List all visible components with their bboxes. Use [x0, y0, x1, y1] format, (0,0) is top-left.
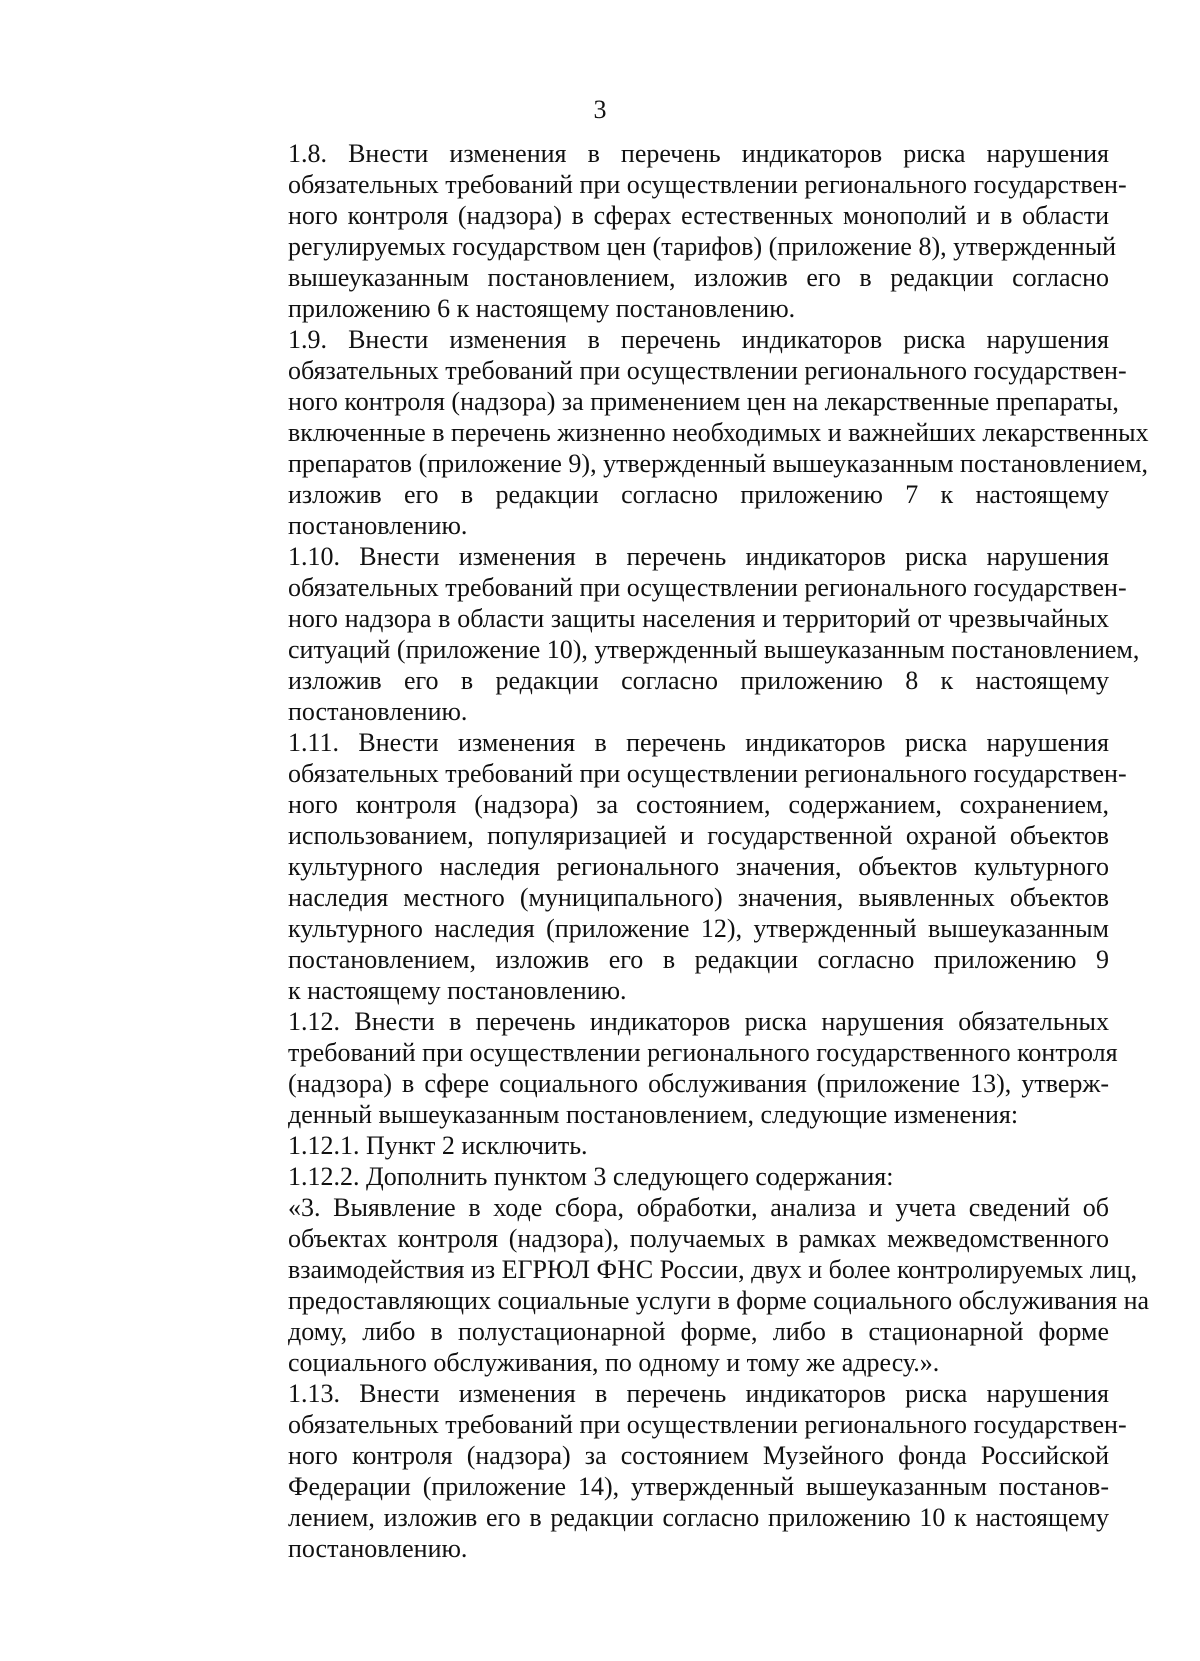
text-line: ного контроля (надзора) в сферах естественных монополий и в области	[288, 201, 1109, 230]
page-number: 3	[593, 95, 607, 124]
text-line: постановлению.	[288, 1534, 468, 1563]
text-line: обязательных требований при осуществлении регионального государствен-	[288, 759, 1127, 788]
text-line: предоставляющих социальные услуги в форме социального обслуживания на	[288, 1286, 1150, 1315]
text-line: денный вышеуказанным постановлением, следующие изменения:	[288, 1100, 1019, 1129]
text-line: Федерации (приложение 14), утвержденный вышеуказанным постанов-	[288, 1472, 1109, 1501]
document-body	[220, 138, 1150, 1564]
paragraph-1-10	[220, 541, 1140, 727]
paragraph-1-11	[220, 727, 1127, 1006]
paragraph-1-12	[220, 1006, 1118, 1130]
text-line: 1.11. Внести изменения в перечень индикаторов риска нарушения	[288, 728, 1109, 757]
text-line: обязательных требований при осуществлении регионального государствен-	[288, 356, 1127, 385]
text-line: обязательных требований при осуществлении регионального государствен-	[288, 1410, 1127, 1439]
text-line: постановлением, изложив его в редакции согласно приложению 9	[288, 945, 1109, 974]
paragraph-1-9	[220, 324, 1149, 541]
text-line: использованием, популяризацией и государственной охраной объектов	[288, 821, 1109, 850]
text-line: 1.10. Внести изменения в перечень индикаторов риска нарушения	[288, 542, 1109, 571]
text-line: 1.12. Внести в перечень индикаторов риска нарушения обязательных	[288, 1007, 1109, 1036]
text-line: наследия местного (муниципального) значения, выявленных объектов	[288, 883, 1109, 912]
text-line: изложив его в редакции согласно приложению 8 к настоящему	[288, 666, 1109, 695]
text-line: вышеуказанным постановлением, изложив его в редакции согласно	[288, 263, 1109, 292]
paragraph-1-13	[220, 1378, 1127, 1564]
paragraph-1-12-1	[220, 1130, 1109, 1161]
text-line: постановлению.	[288, 511, 468, 540]
text-line: объектах контроля (надзора), получаемых в рамках межведомственного	[288, 1224, 1109, 1253]
text-line: (надзора) в сфере социального обслуживания (приложение 13), утверж-	[288, 1069, 1109, 1098]
text-line: препаратов (приложение 9), утвержденный вышеуказанным постановлением,	[288, 449, 1149, 478]
text-line: ного контроля (надзора) за применением цен на лекарственные препараты,	[288, 387, 1119, 416]
paragraph-1-12-2	[220, 1161, 1109, 1192]
text-line: регулируемых государством цен (тарифов) (приложение 8), утвержденный	[288, 232, 1117, 261]
text-line: обязательных требований при осуществлении регионального государствен-	[288, 573, 1127, 602]
text-line: 1.8. Внести изменения в перечень индикаторов риска нарушения	[288, 139, 1109, 168]
text-line: культурного наследия (приложение 12), утвержденный вышеуказанным	[288, 914, 1109, 943]
text-line: ситуаций (приложение 10), утвержденный вышеуказанным постановлением,	[288, 635, 1140, 664]
text-line: 1.13. Внести изменения в перечень индикаторов риска нарушения	[288, 1379, 1109, 1408]
text-line: приложению 6 к настоящему постановлению.	[288, 294, 796, 323]
text-line: социального обслуживания, по одному и тому же адресу.».	[288, 1348, 940, 1377]
text-line: 1.12.2. Дополнить пунктом 3 следующего содержания:	[288, 1162, 894, 1191]
text-line: культурного наследия регионального значения, объектов культурного	[288, 852, 1109, 881]
text-line: 1.12.1. Пункт 2 исключить.	[288, 1131, 588, 1160]
text-line: «3. Выявление в ходе сбора, обработки, анализа и учета сведений об	[288, 1193, 1109, 1222]
paragraph-quote-3	[220, 1192, 1150, 1378]
text-line: включенные в перечень жизненно необходимых и важнейших лекарственных	[288, 418, 1149, 447]
text-line: к настоящему постановлению.	[288, 976, 627, 1005]
text-line: ного контроля (надзора) за состоянием, содержанием, сохранением,	[288, 790, 1109, 819]
text-line: обязательных требований при осуществлении регионального государствен-	[288, 170, 1127, 199]
text-line: ного контроля (надзора) за состоянием Музейного фонда Российской	[288, 1441, 1109, 1470]
text-line: изложив его в редакции согласно приложению 7 к настоящему	[288, 480, 1109, 509]
text-line: взаимодействия из ЕГРЮЛ ФНС России, двух и более контролируемых лиц,	[288, 1255, 1138, 1284]
text-line: постановлению.	[288, 697, 468, 726]
text-line: 1.9. Внести изменения в перечень индикаторов риска нарушения	[288, 325, 1109, 354]
text-line: лением, изложив его в редакции согласно приложению 10 к настоящему	[288, 1503, 1109, 1532]
text-line: дому, либо в полустационарной форме, либо в стационарной форме	[288, 1317, 1109, 1346]
paragraph-1-8	[220, 138, 1127, 324]
text-line: ного надзора в области защиты населения и территорий от чрезвычайных	[288, 604, 1109, 633]
text-line: требований при осуществлении регионального государственного контроля	[288, 1038, 1118, 1067]
